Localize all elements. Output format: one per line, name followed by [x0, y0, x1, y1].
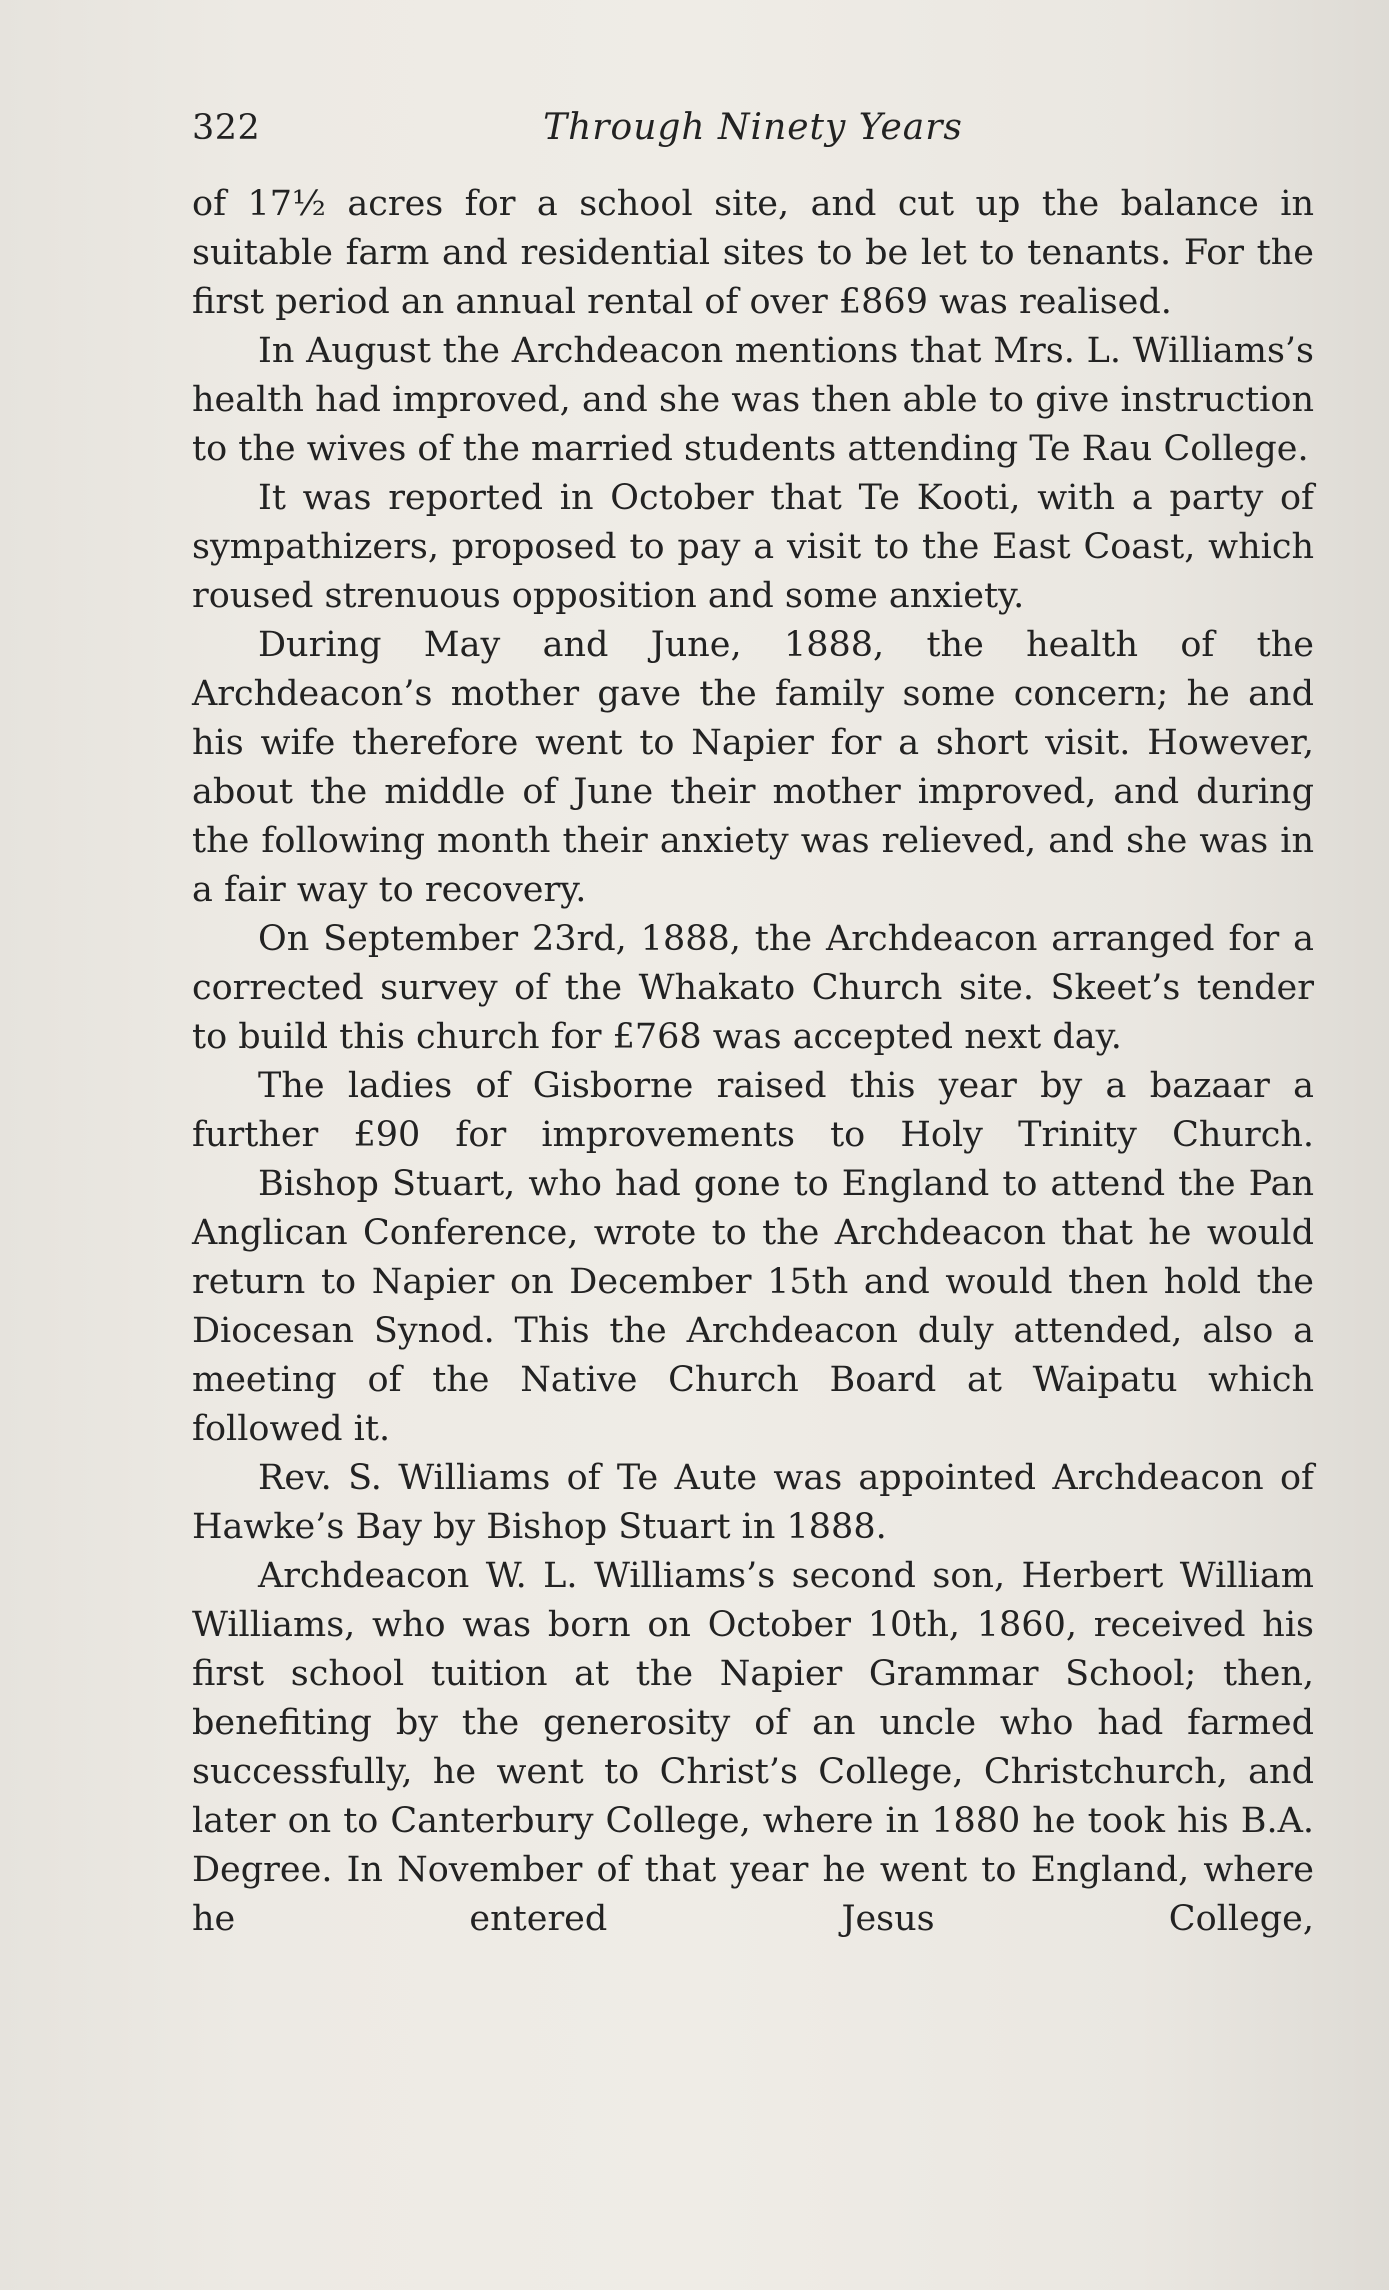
page-header: [192, 98, 1314, 158]
body-text: [192, 180, 1314, 1944]
paragraph: of 17½ acres for a school site, and cut up the balance in suitable farm and residential sites to be let to tenants. For the first period an annual rental of over £869 was realised.: [192, 184, 1314, 322]
paragraph: Rev. S. Williams of Te Aute was appointed Archdeacon of Hawke’s Bay by Bishop Stuart in 1888.: [192, 1458, 1314, 1547]
paragraph: The ladies of Gisborne raised this year by a bazaar a further £90 for improvements to Holy Trinity Church.: [192, 1066, 1314, 1155]
paragraph: Archdeacon W. L. Williams’s second son, Herbert William Williams, who was born on October 10th, 1860, received his first school tuition at the Napier Grammar School; then, benefiting by the generosity of an uncle who had farmed successfully, he went to Christ’s College, Christchurch, and later on to Canterbury College, where in 1880 he took his B.A. Degree. In November of that year he went to England, where he entered Jesus College,: [192, 1556, 1314, 1939]
paragraph: During May and June, 1888, the health of the Archdeacon’s mother gave the family some concern; he and his wife therefore went to Napier for a short visit. However, about the middle of June their mother improved, and during the following month their anxiety was relieved, and she was in a fair way to recovery.: [192, 625, 1314, 910]
paragraph: In August the Archdeacon mentions that Mrs. L. Williams’s health had improved, and she was then able to give instruction to the wives of the married students attending Te Rau College.: [192, 331, 1314, 469]
paragraph: Bishop Stuart, who had gone to England to attend the Pan Anglican Conference, wrote to the Archdeacon that he would return to Napier on December 15th and would then hold the Diocesan Synod. This the Archdeacon duly attended, also a meeting of the Native Church Board at Waipatu which followed it.: [192, 1164, 1314, 1449]
paragraph: It was reported in October that Te Kooti, with a party of sympathizers, proposed to pay a visit to the East Coast, which roused strenuous opposition and some anxiety.: [192, 478, 1314, 616]
page-number: 322: [192, 108, 261, 148]
paragraph: On September 23rd, 1888, the Archdeacon arranged for a corrected survey of the Whakato Church site. Skeet’s tender to build this church for £768 was accepted next day.: [192, 919, 1314, 1057]
running-title: Through Ninety Years: [543, 107, 963, 148]
